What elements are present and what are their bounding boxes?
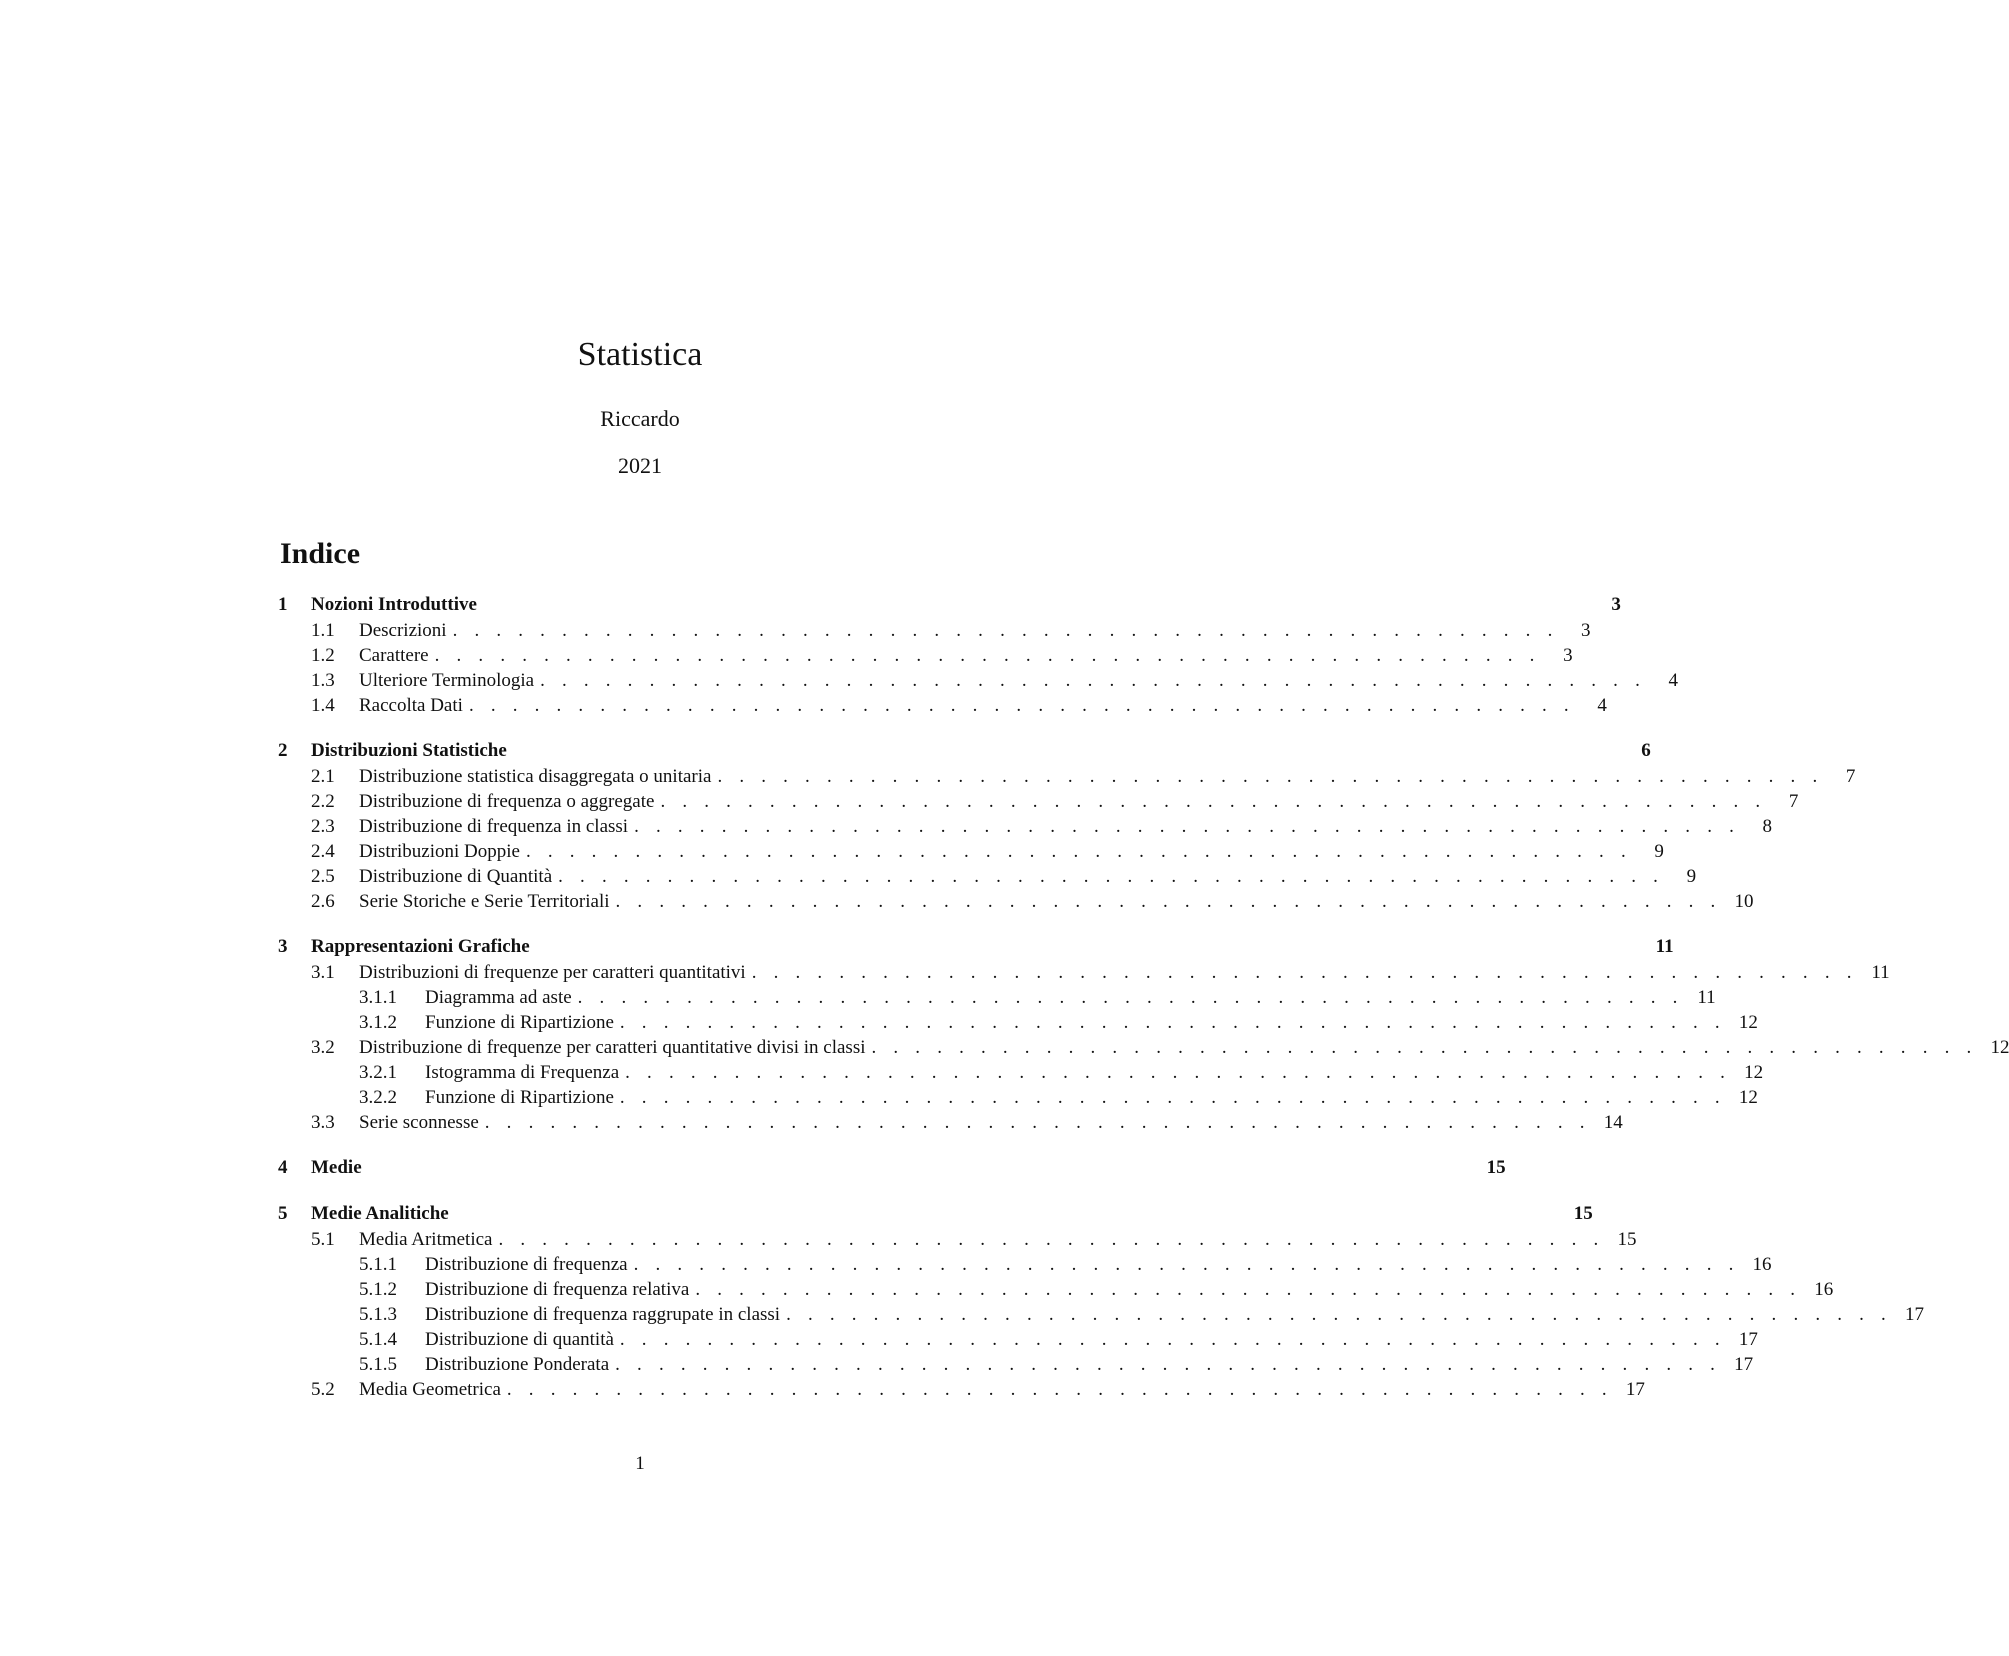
toc-dot-leader: . . . . . . . . . . . . . . . . . . . . . . . . . . . . . . . . . . . . . . . . . . . . . . . . . . . — [871, 1037, 1978, 1058]
toc-entry-number: 5.1.5 — [359, 1354, 397, 1375]
toc-entry-page: 17 — [1625, 1379, 1645, 1400]
toc-entry-label: Funzione di Ripartizione — [425, 1012, 614, 1033]
toc-entry-page: 11 — [1697, 987, 1716, 1008]
toc-subsubsection-entry[interactable] — [278, 1085, 1758, 1110]
toc-subsection-entry[interactable] — [278, 960, 1890, 985]
toc-dot-leader: . . . . . . . . . . . . . . . . . . . . . . . . . . . . . . . . . . . . . . . . . . . . . . . . . . . — [558, 866, 1665, 887]
toc-entry-label: Descrizioni — [359, 620, 447, 641]
toc-dot-leader: . . . . . . . . . . . . . . . . . . . . . . . . . . . . . . . . . . . . . . . . . . . . . . . . . . . — [619, 1329, 1726, 1350]
toc-entry-page: 16 — [1814, 1279, 1834, 1300]
toc-entry-label: Raccolta Dati — [359, 695, 463, 716]
toc-entry-number: 2.4 — [311, 841, 335, 862]
toc-entry-number: 5.1.3 — [359, 1304, 397, 1325]
toc-entry-page: 7 — [1788, 791, 1799, 812]
toc-entry-number: 5.1.4 — [359, 1329, 397, 1350]
toc-section — [278, 1155, 1506, 1181]
toc-entry-page: 16 — [1752, 1254, 1772, 1275]
toc-dot-leader: . . . . . . . . . . . . . . . . . . . . . . . . . . . . . . . . . . . . . . . . . . . . . . . . . . . — [660, 791, 1767, 812]
page-number: 1 — [635, 1453, 645, 1474]
document-title: Statistica — [577, 336, 703, 373]
toc-dot-leader: . . . . . . . . . . . . . . . . . . . . . . . . . . . . . . . . . . . . . . . . . . . . . . . . . . . — [751, 962, 1858, 983]
toc-entry-page: 7 — [1845, 766, 1856, 787]
toc-entry-page: 17 — [1734, 1354, 1754, 1375]
toc-entry-page: 15 — [1617, 1229, 1637, 1250]
toc-subsection-entry[interactable] — [278, 1227, 1637, 1252]
toc-entry-label: Nozioni Introduttive — [311, 594, 477, 615]
toc-entry-page: 17 — [1905, 1304, 1925, 1325]
toc-dot-leader: . . . . . . . . . . . . . . . . . . . . . . . . . . . . . . . . . . . . . . . . . . . . . . . . . . . — [577, 987, 1684, 1008]
toc-entry-label: Distribuzione di quantità — [425, 1329, 614, 1350]
toc-dot-leader: . . . . . . . . . . . . . . . . . . . . . . . . . . . . . . . . . . . . . . . . . . . . . . . . . . . — [615, 1354, 1722, 1375]
toc-subsection-entry[interactable] — [278, 1377, 1645, 1402]
toc-entry-label: Diagramma ad aste — [425, 987, 572, 1008]
toc-entry-number: 2.3 — [311, 816, 335, 837]
toc-section — [278, 934, 2009, 1135]
toc-entry-number: 2.1 — [311, 766, 335, 787]
toc-entry-label: Ulteriore Terminologia — [359, 670, 535, 691]
toc-entry-label: Distribuzione di frequenza relativa — [425, 1279, 690, 1300]
toc-entry-label: Serie Storiche e Serie Territoriali — [359, 891, 610, 912]
toc-chapter-entry[interactable] — [278, 738, 1651, 764]
toc-dot-leader: . . . . . . . . . . . . . . . . . . . . . . . . . . . . . . . . . . . . . . . . . . . . . . . . . . . — [633, 1254, 1740, 1275]
toc-entry-page: 12 — [1744, 1062, 1764, 1083]
toc-entry-label: Distribuzioni Doppie — [359, 841, 520, 862]
toc-entry-label: Distribuzione di frequenza in classi — [359, 816, 629, 837]
toc-entry-number: 2.5 — [311, 866, 335, 887]
toc-dot-leader: . . . . . . . . . . . . . . . . . . . . . . . . . . . . . . . . . . . . . . . . . . . . . . . . . . . — [695, 1279, 1802, 1300]
toc-entry-label: Funzione di Ripartizione — [425, 1087, 614, 1108]
toc-entry-label: Medie Analitiche — [311, 1203, 449, 1224]
toc-entry-page: 12 — [1990, 1037, 2009, 1058]
toc-heading: Indice — [280, 537, 361, 570]
toc-subsection-entry[interactable] — [278, 643, 1573, 668]
toc-entry-number: 3.1.2 — [359, 1012, 397, 1033]
toc-subsection-entry[interactable] — [278, 693, 1607, 718]
toc-entry-label: Carattere — [359, 645, 429, 666]
toc-subsection-entry[interactable] — [278, 889, 1754, 914]
toc-subsection-entry[interactable] — [278, 864, 1697, 889]
document-date: 2021 — [618, 453, 662, 478]
toc-dot-leader: . . . . . . . . . . . . . . . . . . . . . . . . . . . . . . . . . . . . . . . . . . . . . . . . . . . — [540, 670, 1647, 691]
toc-entry-label: Serie sconnesse — [359, 1112, 479, 1133]
toc-entry-number: 5.1.1 — [359, 1254, 397, 1275]
toc-dot-leader: . . . . . . . . . . . . . . . . . . . . . . . . . . . . . . . . . . . . . . . . . . . . . . . . . . . — [634, 816, 1741, 837]
toc-dot-leader: . . . . . . . . . . . . . . . . . . . . . . . . . . . . . . . . . . . . . . . . . . . . . . . . . . . — [625, 1062, 1732, 1083]
toc-subsection-entry[interactable] — [278, 1110, 1623, 1135]
toc-subsubsection-entry[interactable] — [278, 1302, 1925, 1327]
toc-entry-number: 5.1 — [311, 1229, 335, 1250]
toc-entry-page: 4 — [1597, 695, 1607, 716]
toc-entry-label: Distribuzioni Statistiche — [311, 740, 507, 761]
toc-entry-number: 2.2 — [311, 791, 335, 812]
toc-entry-page: 15 — [1486, 1157, 1506, 1178]
toc-entry-page: 10 — [1734, 891, 1754, 912]
toc-entry-number: 1.3 — [311, 670, 335, 691]
toc-subsubsection-entry[interactable] — [278, 1010, 1758, 1035]
toc-entry-label: Distribuzione di frequenze per caratteri quantitative divisi in classi — [359, 1037, 866, 1058]
toc-subsection-entry[interactable] — [278, 668, 1679, 693]
toc-entry-label: Distribuzione statistica disaggregata o unitaria — [359, 766, 712, 787]
toc-entry-page: 3 — [1581, 620, 1591, 641]
toc-entry-number: 1 — [278, 594, 288, 615]
toc-entry-label: Media Aritmetica — [359, 1229, 493, 1250]
toc-subsubsection-entry[interactable] — [278, 985, 1716, 1010]
toc-entry-page: 9 — [1654, 841, 1664, 862]
toc-subsubsection-entry[interactable] — [278, 1060, 1764, 1085]
toc-dot-leader: . . . . . . . . . . . . . . . . . . . . . . . . . . . . . . . . . . . . . . . . . . . . . . . . . . . — [484, 1112, 1591, 1133]
toc-entry-page: 4 — [1668, 670, 1679, 691]
toc-entry-label: Distribuzione di frequenza raggrupate in classi — [425, 1304, 781, 1325]
toc-subsection-entry[interactable] — [278, 1035, 2009, 1060]
toc-entry-label: Distribuzione di Quantità — [359, 866, 553, 887]
toc-chapter-entry[interactable] — [278, 592, 1621, 618]
toc-dot-leader: . . . . . . . . . . . . . . . . . . . . . . . . . . . . . . . . . . . . . . . . . . . . . . . . . . . — [717, 766, 1824, 787]
toc-entry-number: 3 — [278, 936, 288, 957]
toc-entry-label: Distribuzione di frequenza — [425, 1254, 628, 1275]
toc-subsection-entry[interactable] — [278, 789, 1799, 814]
toc-entry-number: 3.2 — [311, 1037, 335, 1058]
toc-entry-label: Medie — [311, 1157, 362, 1178]
toc-entry-number: 4 — [278, 1157, 288, 1178]
toc-entry-number: 3.2.1 — [359, 1062, 397, 1083]
toc-entry-number: 5.2 — [311, 1379, 335, 1400]
toc-section — [278, 738, 1856, 914]
toc-entry-page: 3 — [1563, 645, 1573, 666]
toc-entry-label: Distribuzione Ponderata — [425, 1354, 610, 1375]
toc-subsection-entry[interactable] — [278, 814, 1773, 839]
toc-entry-number: 2.6 — [311, 891, 335, 912]
toc-entry-label: Distribuzione di frequenza o aggregate — [359, 791, 655, 812]
toc-dot-leader: . . . . . . . . . . . . . . . . . . . . . . . . . . . . . . . . . . . . . . . . . . . . . . . . . . . — [525, 841, 1632, 862]
toc-entry-page: 9 — [1686, 866, 1697, 887]
toc-dot-leader: . . . . . . . . . . . . . . . . . . . . . . . . . . . . . . . . . . . . . . . . . . . . . . . . . . . — [615, 891, 1722, 912]
toc-subsubsection-entry[interactable] — [278, 1352, 1754, 1377]
toc-entry-number: 1.1 — [311, 620, 335, 641]
toc-entry-page: 14 — [1603, 1112, 1623, 1133]
toc-dot-leader: . . . . . . . . . . . . . . . . . . . . . . . . . . . . . . . . . . . . . . . . . . . . . . . . . . . — [619, 1087, 1726, 1108]
toc-chapter-entry[interactable] — [278, 1155, 1506, 1181]
toc-chapter-entry[interactable] — [278, 1201, 1593, 1227]
toc-entry-number: 2 — [278, 740, 288, 761]
toc-entry-page: 11 — [1871, 962, 1890, 983]
toc-section — [278, 1201, 1925, 1402]
toc-entry-number: 1.4 — [311, 695, 335, 716]
toc-dot-leader: . . . . . . . . . . . . . . . . . . . . . . . . . . . . . . . . . . . . . . . . . . . . . . . . . . . — [786, 1304, 1893, 1325]
toc-entry-page: 12 — [1738, 1012, 1758, 1033]
toc-entry-page: 15 — [1573, 1203, 1593, 1224]
document-author: Riccardo — [600, 406, 680, 431]
toc-dot-leader: . . . . . . . . . . . . . . . . . . . . . . . . . . . . . . . . . . . . . . . . . . . . . . . . . . . — [452, 620, 1559, 641]
toc-entry-number: 1.2 — [311, 645, 335, 666]
toc-subsubsection-entry[interactable] — [278, 1327, 1758, 1352]
toc-entry-page: 3 — [1611, 594, 1621, 615]
toc-entry-label: Distribuzioni di frequenze per caratteri quantitativi — [359, 962, 746, 983]
toc-entry-page: 6 — [1641, 740, 1651, 761]
toc-subsubsection-entry[interactable] — [278, 1252, 1772, 1277]
toc-subsection-entry[interactable] — [278, 839, 1664, 864]
toc-section — [278, 592, 1679, 718]
toc-entry-number: 5.1.2 — [359, 1279, 397, 1300]
toc-subsubsection-entry[interactable] — [278, 1277, 1834, 1302]
toc-subsection-entry[interactable] — [278, 764, 1856, 789]
toc-entry-page: 8 — [1762, 816, 1773, 837]
toc-entry-number: 3.1 — [311, 962, 335, 983]
toc-dot-leader: . . . . . . . . . . . . . . . . . . . . . . . . . . . . . . . . . . . . . . . . . . . . . . . . . . . — [506, 1379, 1613, 1400]
toc-dot-leader: . . . . . . . . . . . . . . . . . . . . . . . . . . . . . . . . . . . . . . . . . . . . . . . . . . . — [619, 1012, 1726, 1033]
toc-entry-page: 11 — [1655, 936, 1674, 957]
toc-entry-number: 3.2.2 — [359, 1087, 397, 1108]
toc-chapter-entry[interactable] — [278, 934, 1674, 960]
toc-subsection-entry[interactable] — [278, 618, 1591, 643]
toc-entry-number: 5 — [278, 1203, 288, 1224]
toc-entry-number: 3.1.1 — [359, 987, 397, 1008]
toc-entry-label: Istogramma di Frequenza — [425, 1062, 620, 1083]
toc-entry-label: Rappresentazioni Grafiche — [311, 936, 530, 957]
toc-entry-page: 12 — [1738, 1087, 1758, 1108]
toc-dot-leader: . . . . . . . . . . . . . . . . . . . . . . . . . . . . . . . . . . . . . . . . . . . . . . . . . . . — [468, 695, 1575, 716]
toc-dot-leader: . . . . . . . . . . . . . . . . . . . . . . . . . . . . . . . . . . . . . . . . . . . . . . . . . . . — [498, 1229, 1605, 1250]
toc-entry-page: 17 — [1738, 1329, 1758, 1350]
toc-entry-number: 3.3 — [311, 1112, 335, 1133]
toc-entry-label: Media Geometrica — [359, 1379, 501, 1400]
toc-dot-leader: . . . . . . . . . . . . . . . . . . . . . . . . . . . . . . . . . . . . . . . . . . . . . . . . . . . — [434, 645, 1541, 666]
table-of-contents — [278, 592, 2009, 1422]
